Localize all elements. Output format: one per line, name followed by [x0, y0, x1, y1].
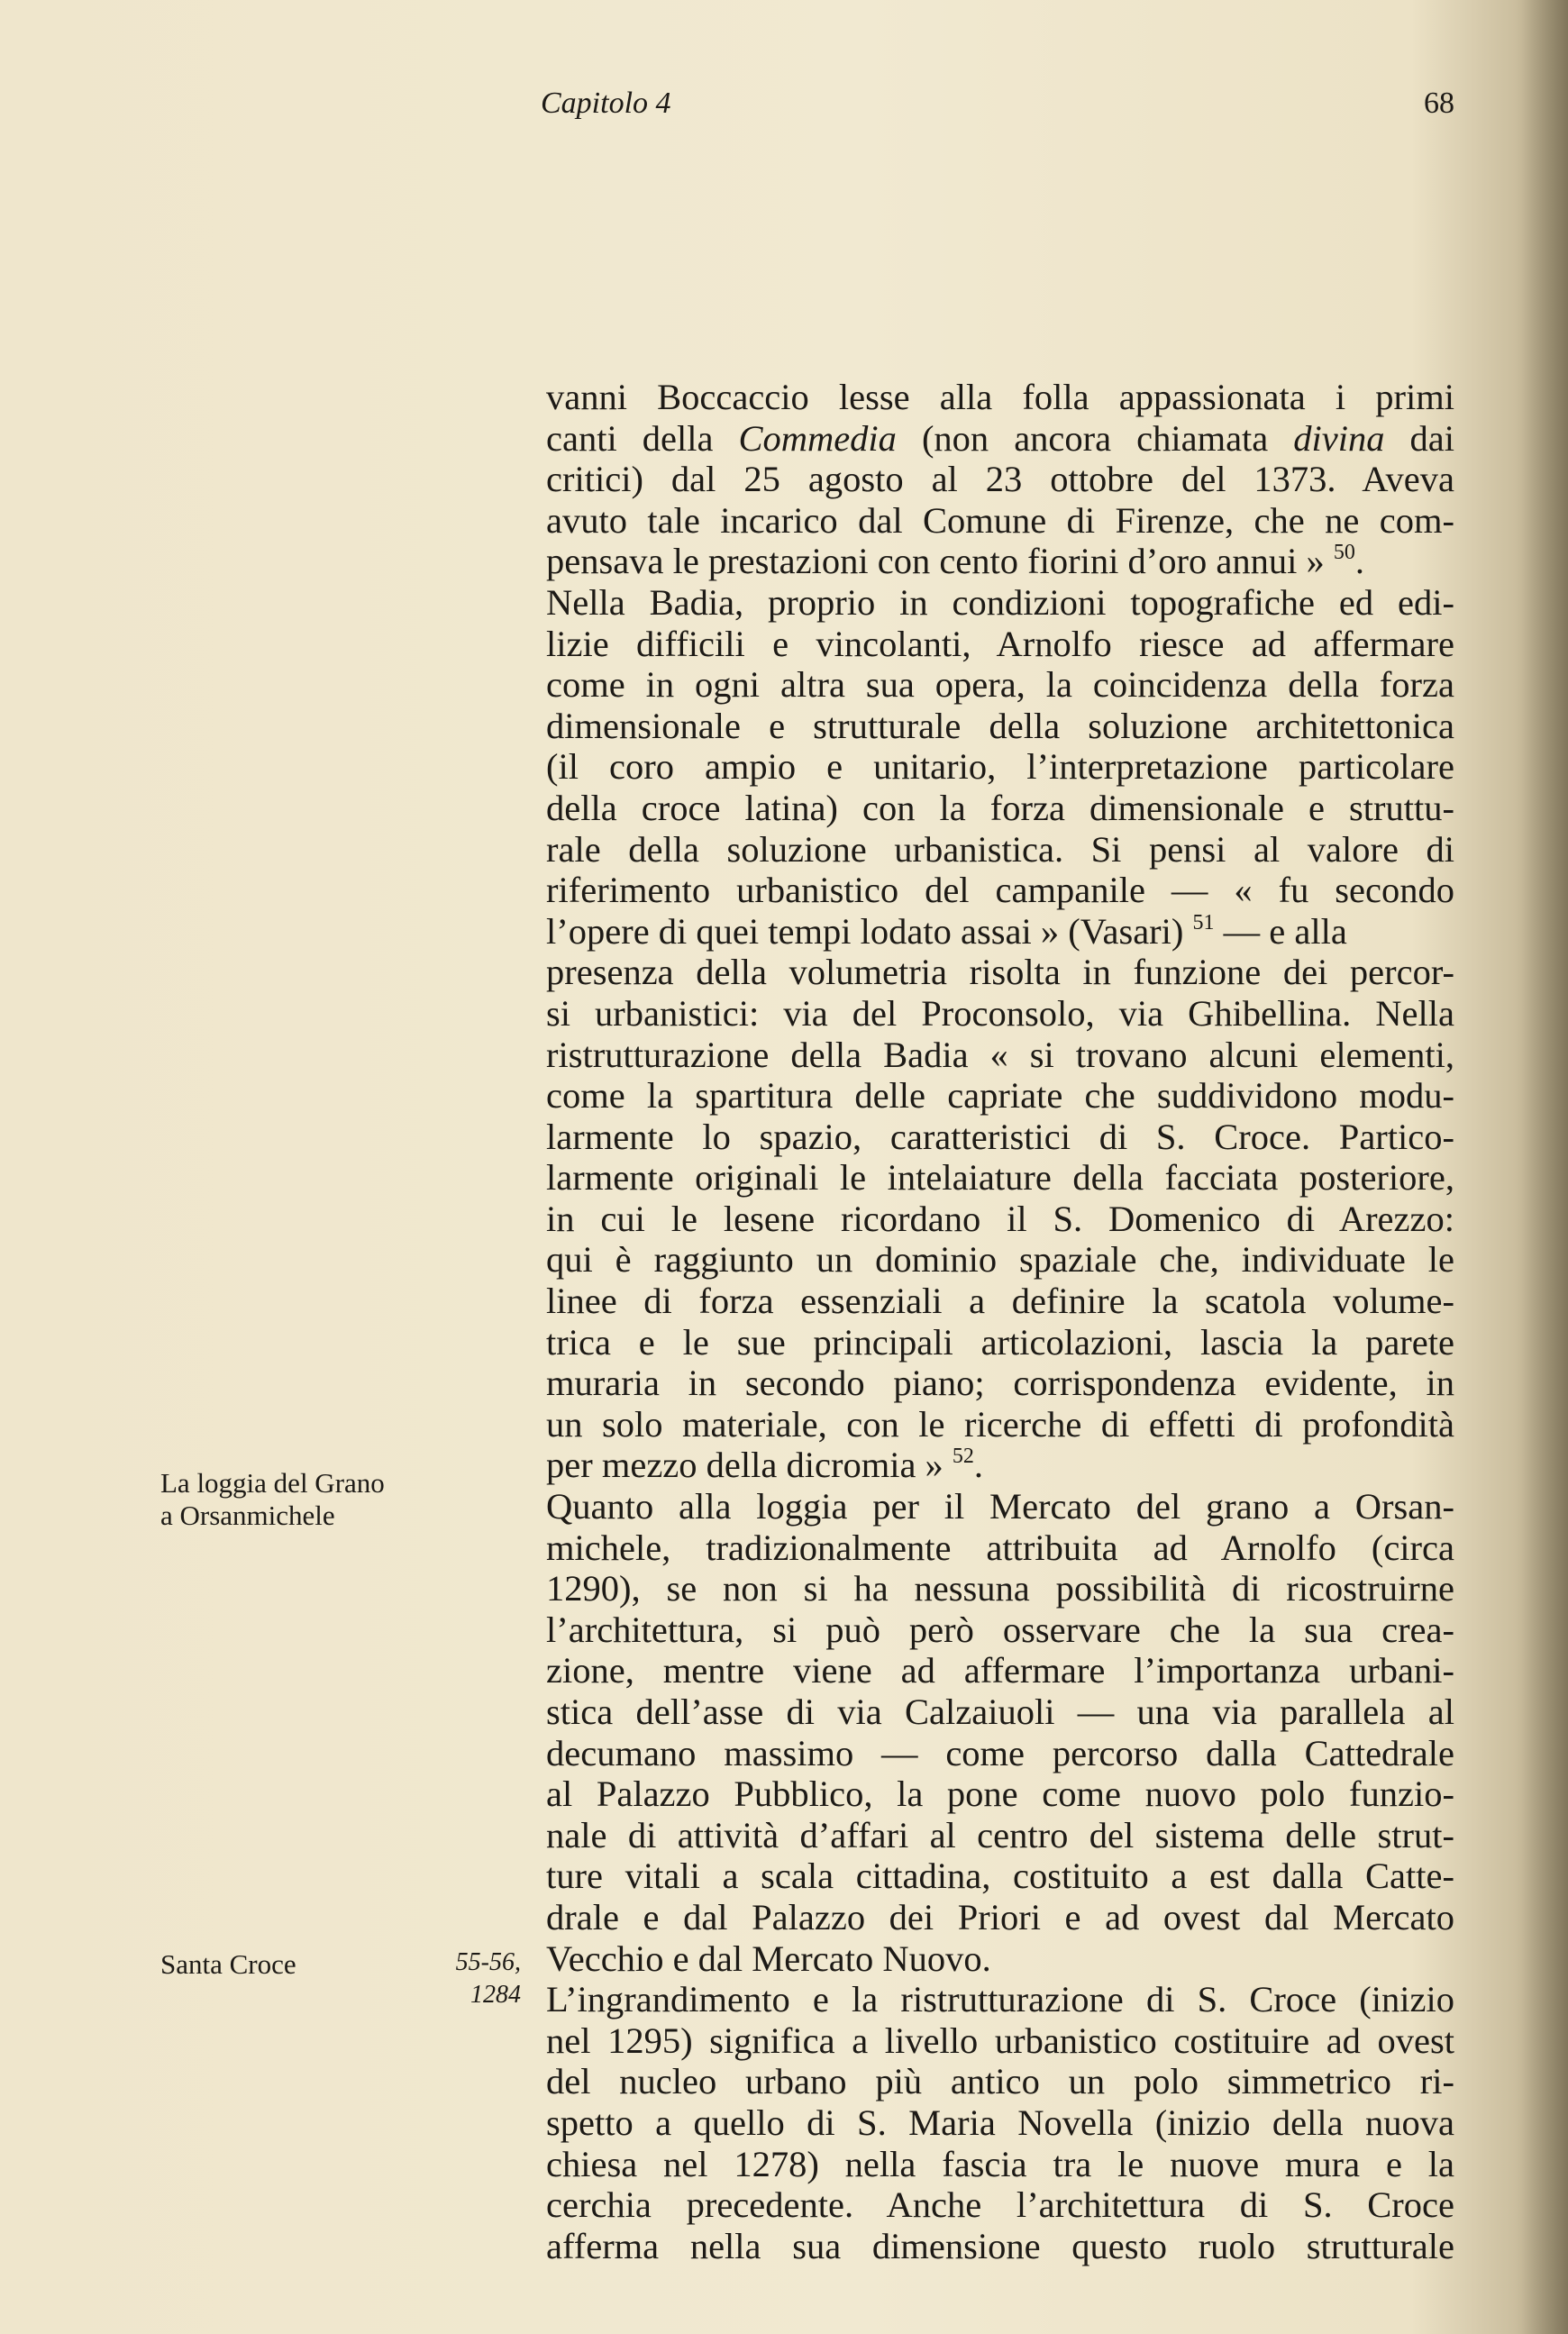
text-line: (il coro ampio e unitario, l’interpretazione particolare: [546, 746, 1454, 788]
margin-note-line: La loggia del Grano: [160, 1467, 385, 1499]
text-line: come in ogni altra sua opera, la coincidenza della forza: [546, 664, 1454, 706]
text-line: stica dell’asse di via Calzaiuoli — una via parallela al: [546, 1691, 1454, 1732]
text-line: ture vitali a scala cittadina, costituito a est dalla Catte-: [546, 1855, 1454, 1897]
text-line: pensava le prestazioni con cento fiorini d’oro annui » $^{50}$.: [546, 541, 1364, 582]
text-line: ristrutturazione della Badia « si trovano alcuni elementi,: [546, 1034, 1454, 1075]
text-line: in cui le lesene ricordano il S. Domenico di Arezzo:: [546, 1198, 1454, 1239]
text-line: michele, tradizionalmente attribuita ad Arnolfo (circa: [546, 1527, 1454, 1568]
text-line: vanni Boccaccio lesse alla folla appassionata i primi: [546, 377, 1454, 417]
text-line: zione, mentre viene ad affermare l’importanza urbani-: [546, 1650, 1454, 1691]
text-line: l’architettura, si può però osservare che la sua crea-: [546, 1609, 1454, 1650]
text-line: canti della Commedia (non ancora chiamata divina dai: [546, 417, 1455, 459]
text-line: dimensionale e strutturale della soluzione architettonica: [546, 705, 1454, 746]
text-line: per mezzo della dicromia » $^{52}$.: [546, 1445, 984, 1486]
text-line: della croce latina) con la forza dimensionale e struttu-: [546, 787, 1454, 828]
text-line: al Palazzo Pubblico, la pone come nuovo polo funzio-: [546, 1773, 1454, 1815]
text-line: l’opere di quei tempi lodato assai » (Vasari) $^{51}$ — e alla: [546, 910, 1347, 952]
running-header-chapter: Capitolo 4: [541, 87, 671, 120]
text-line: un solo materiale, con le ricerche di effetti di profondità: [546, 1403, 1454, 1445]
text-line: muraria in secondo piano; corrispondenza evidente, in: [546, 1363, 1454, 1404]
page-number: 68: [1424, 87, 1454, 120]
text-line: decumano massimo — come percorso dalla Cattedrale: [546, 1732, 1454, 1773]
text-line: larmente lo spazio, caratteristici di S. Croce. Partico-: [546, 1116, 1454, 1157]
text-line: L’ingrandimento e la ristrutturazione di S. Croce (inizio: [546, 1979, 1454, 2020]
margin-ref-line: 1284: [470, 1981, 521, 2009]
text-line: avuto tale incarico dal Comune di Firenze, che ne com-: [546, 499, 1454, 541]
italic-title: divina: [1293, 417, 1385, 459]
text-line: drale e dal Palazzo dei Priori e ad ovest dal Mercato: [546, 1896, 1454, 1937]
text-line: rale della soluzione urbanistica. Si pensi al valore di: [546, 828, 1454, 870]
page-edge-shadow: [1514, 0, 1568, 2334]
body-text: [546, 377, 1454, 2266]
margin-note-line: Santa Croce: [160, 1948, 296, 1980]
text-line: del nucleo urbano più antico un polo simmetrico ri-: [546, 2061, 1454, 2102]
margin-ref-line: 55-56,: [455, 1948, 521, 1976]
text-line: lizie difficili e vincolanti, Arnolfo riesce ad affermare: [546, 623, 1454, 664]
text-line: riferimento urbanistico del campanile — « fu secondo: [546, 870, 1454, 911]
text-line: Nella Badia, proprio in condizioni topografiche ed edi-: [546, 581, 1454, 623]
margin-note-santa-croce: [160, 1948, 296, 1981]
text-line: trica e le sue principali articolazioni, lascia la parete: [546, 1321, 1454, 1363]
text-line: Quanto alla loggia per il Mercato del grano a Orsan-: [546, 1486, 1454, 1527]
text-line: linee di forza essenziali a definire la scatola volume-: [546, 1281, 1454, 1322]
text-line: come la spartitura delle capriate che suddividono modu-: [546, 1075, 1454, 1117]
text-line: afferma nella sua dimensione questo ruolo strutturale: [546, 2225, 1454, 2266]
margin-figure-refs: [433, 1947, 521, 2011]
footnote-ref: 51: [1192, 910, 1215, 935]
text-line: qui è raggiunto un dominio spaziale che, individuate le: [546, 1239, 1454, 1281]
margin-note-line: a Orsanmichele: [160, 1500, 335, 1531]
footnote-ref: 52: [952, 1445, 974, 1469]
text-line: cerchia precedente. Anche l’architettura di S. Croce: [546, 2184, 1454, 2226]
margin-note-loggia: [160, 1467, 385, 1532]
text-line: 1290), se non si ha nessuna possibilità di ricostruirne: [546, 1568, 1454, 1609]
italic-title: Commedia: [738, 417, 897, 459]
text-line: chiesa nel 1278) nella fascia tra le nuove mura e la: [546, 2143, 1454, 2184]
text-line: nale di attività d’affari al centro del sistema delle strut-: [546, 1814, 1454, 1855]
text-line: si urbanistici: via del Proconsolo, via Ghibellina. Nella: [546, 992, 1454, 1034]
text-line: nel 1295) significa a livello urbanistico costituire ad ovest: [546, 2019, 1454, 2061]
text-line: spetto a quello di S. Maria Novella (inizio della nuova: [546, 2102, 1454, 2143]
text-line: presenza della volumetria risolta in funzione dei percor-: [546, 952, 1454, 993]
text-line: critici) dal 25 agosto al 23 ottobre del 1373. Aveva: [546, 459, 1454, 500]
text-line: Vecchio e dal Mercato Nuovo.: [546, 1937, 991, 1979]
footnote-ref: 50: [1333, 541, 1355, 565]
text-line: larmente originali le intelaiature della facciata posteriore,: [546, 1157, 1454, 1199]
